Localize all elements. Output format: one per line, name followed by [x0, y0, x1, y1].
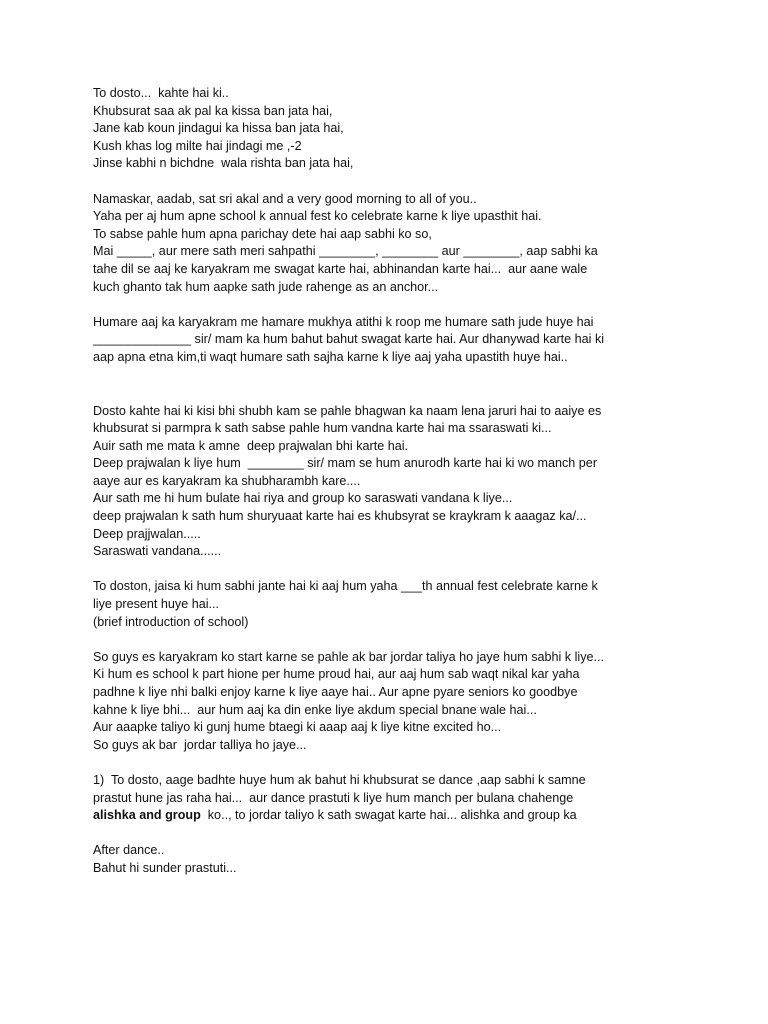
- text-line: Deep prajwalan k liye hum ________ sir/ mam se hum anurodh karte hai ki wo manch per: [93, 456, 598, 471]
- text-line: So guys ak bar jordar talliya ho jaye...: [93, 737, 307, 752]
- text-line: [93, 807, 743, 825]
- text-line: aap apna etna kim,ti waqt humare sath sajha karne k liye aaj yaha upastith huye hai..: [93, 349, 568, 364]
- text-line: aaye aur es karyakram ka shubharambh kare....: [93, 473, 361, 488]
- text-line: Aur aaapke taliyo ki gunj hume btaegi ki aaap aaj k liye kitne excited ho...: [93, 720, 502, 735]
- text-line: To sabse pahle hum apna parichay dete hai aap sabhi ko so,: [93, 226, 432, 241]
- text-line: Kush khas log milte hai jindagi me ,-2: [93, 138, 302, 153]
- deep-prajwalan-paragraph: [93, 403, 743, 561]
- performer-name: alishka and group: [93, 808, 205, 823]
- intro-poem: [93, 85, 743, 173]
- text-line: Aur sath me hi hum bulate hai riya and group ko saraswati vandana k liye...: [93, 491, 513, 506]
- text-line: kuch ghanto tak hum aapke sath jude rahenge as an anchor...: [93, 279, 439, 294]
- text-line: Dosto kahte hai ki kisi bhi shubh kam se pahle bhagwan ka naam lena jaruri hai to aaiye es: [93, 403, 602, 418]
- greeting-paragraph: [93, 191, 743, 297]
- text-line: ______________ sir/ mam ka hum bahut bahut swagat karte hai. Aur dhanywad karte hai ki: [93, 332, 605, 347]
- text-line: (brief introduction of school): [93, 614, 249, 629]
- document-page: [93, 85, 743, 895]
- text-line: prastut hune jas raha hai... aur dance prastuti k liye hum manch per bulana chahenge: [93, 790, 574, 805]
- text-line: tahe dil se aaj ke karyakram me swagat karte hai, abhinandan karte hai... aur aane wale: [93, 261, 588, 276]
- text-line: padhne k liye nhi balki enjoy karne k liye aaye hai.. Aur apne pyare seniors ko goodbye: [93, 685, 578, 699]
- text-line: Humare aaj ka karyakram me hamare mukhya atithi k roop me humare sath jude huye hai: [93, 314, 594, 329]
- after-dance-paragraph: [93, 842, 743, 877]
- text-line: Jinse kabhi n bichdne wala rishta ban jata hai,: [93, 156, 354, 171]
- text-line: liye present huye hai...: [93, 597, 220, 612]
- text-line: khubsurat si parmpra k sath sabse pahle hum vandna karte hai ma ssaraswati ki...: [93, 421, 552, 436]
- text-line: To dosto... kahte hai ki..: [93, 86, 229, 100]
- text-line: Ki hum es school k part hione per hume proud hai, aur aaj hum sab waqt nikal kar yaha: [93, 667, 580, 682]
- text-line: To doston, jaisa ki hum sabhi jante hai ki aaj hum yaha ___th annual fest celebrate karne k: [93, 579, 598, 594]
- text-line: Auir sath me mata k amne deep prajwalan bhi karte hai.: [93, 438, 409, 453]
- text-line: Khubsurat saa ak pal ka kissa ban jata hai,: [93, 103, 333, 118]
- text-line: Deep prajjwalan.....: [93, 526, 201, 541]
- text-line: Jane kab koun jindagui ka hissa ban jata hai,: [93, 121, 344, 136]
- chief-guest-paragraph: [93, 314, 743, 367]
- text-line: After dance..: [93, 843, 165, 858]
- text-line: Mai _____, aur mere sath meri sahpathi ________, ________ aur ________, aap sabhi ka: [93, 244, 598, 259]
- text-line: Namaskar, aadab, sat sri akal and a very good morning to all of you..: [93, 191, 477, 206]
- text-line: Bahut hi sunder prastuti...: [93, 860, 237, 875]
- dance-paragraph: [93, 772, 743, 825]
- start-paragraph: [93, 649, 743, 755]
- text-span: ko.., to jordar taliyo k sath swagat karte hai... alishka and group ka: [204, 808, 577, 823]
- text-line: Saraswati vandana......: [93, 544, 222, 559]
- text-line: Yaha per aj hum apne school k annual fest ko celebrate karne k liye upasthit hai.: [93, 209, 542, 224]
- text-line: 1) To dosto, aage badhte huye hum ak bahut hi khubsurat se dance ,aap sabhi k samne: [93, 772, 586, 787]
- text-line: kahne k liye bhi... aur hum aaj ka din enke liye akdum special bnane wale hai...: [93, 702, 537, 717]
- annual-fest-paragraph: [93, 578, 743, 631]
- text-line: deep prajwalan k sath hum shuryuaat karte hai es khubsyrat se kraykram k aaagaz ka/...: [93, 509, 587, 524]
- text-line: So guys es karyakram ko start karne se pahle ak bar jordar taliya ho jaye hum sabhi k liye...: [93, 649, 604, 664]
